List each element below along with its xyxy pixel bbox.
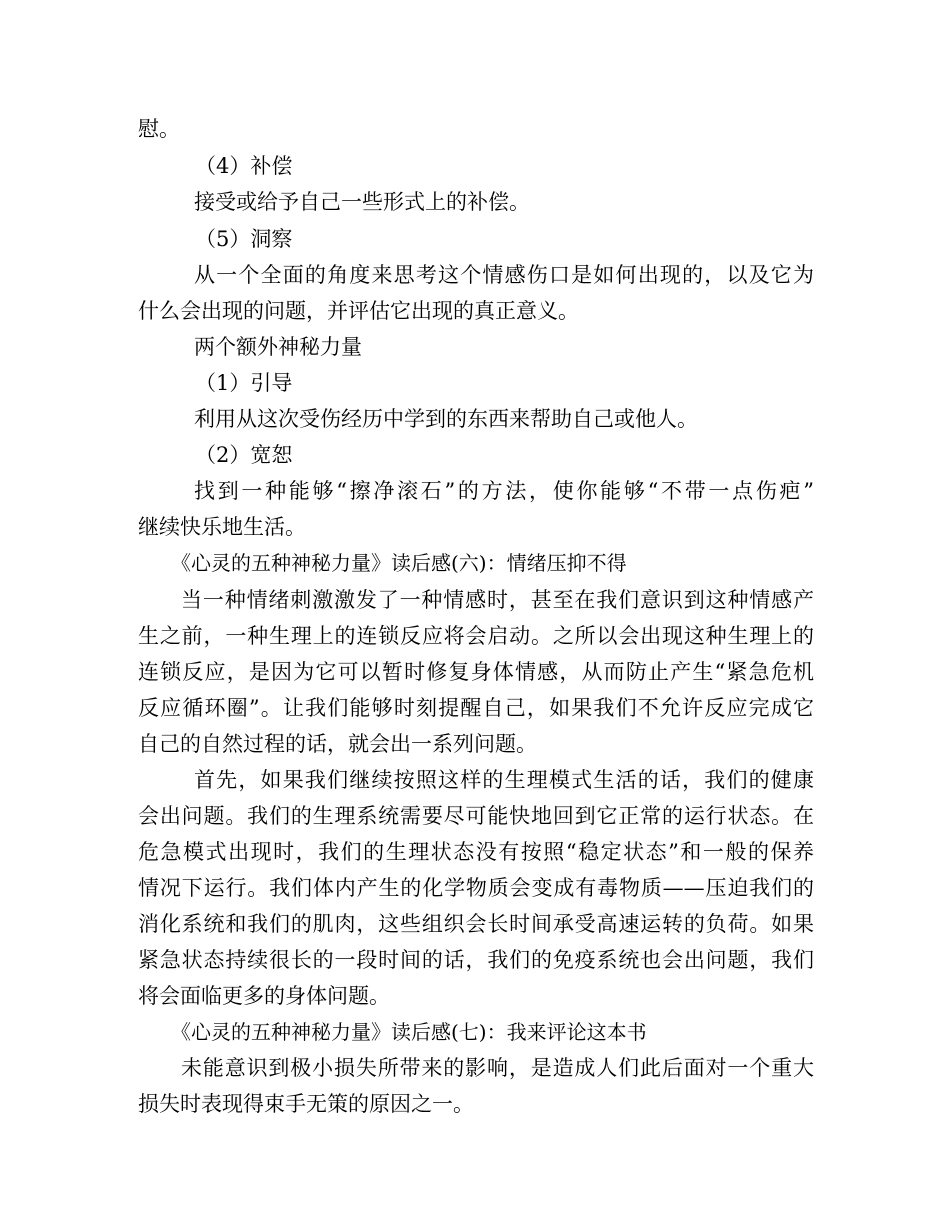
text-line: 从一个全面的角度来思考这个情感伤口是如何出现的，以及它为	[194, 263, 814, 287]
text-line: 利用从这次受伤经历中学到的东西来帮助自己或他人。	[194, 407, 698, 431]
text-line: 紧急状态持续很长的一段时间的话，我们的免疫系统也会出问题，我们	[138, 948, 814, 972]
section-heading-seven: 《心灵的五种神秘力量》读后感(七)：我来评论这本书	[171, 1020, 647, 1044]
text-line: 将会面临更多的身体问题。	[138, 984, 390, 1008]
section-label-forgiveness: （2）宽恕	[195, 443, 293, 467]
text-line: 当一种情绪刺激激发了一种情感时，甚至在我们意识到这种情感产	[181, 588, 814, 612]
text-line: 反应循环圈”。让我们能够时刻提醒自己，如果我们不允许反应完成它	[138, 696, 814, 720]
text-line: 慰。	[138, 117, 180, 141]
text-line: 接受或给予自己一些形式上的补偿。	[194, 190, 530, 214]
text-line: 情况下运行。我们体内产生的化学物质会变成有毒物质——压迫我们的	[138, 876, 814, 900]
text-line: 消化系统和我们的肌肉，这些组织会长时间承受高速运转的负荷。如果	[138, 912, 814, 936]
text-line: 危急模式出现时，我们的生理状态没有按照“稳定状态”和一般的保养	[138, 840, 814, 864]
text-line: 未能意识到极小损失所带来的影响，是造成人们此后面对一个重大	[181, 1056, 814, 1080]
section-label-insight: （5）洞察	[195, 227, 293, 251]
text-line: 损失时表现得束手无策的原因之一。	[138, 1092, 474, 1116]
text-line: 什么会出现的问题，并评估它出现的真正意义。	[138, 299, 579, 323]
section-heading-six: 《心灵的五种神秘力量》读后感(六)：情绪压抑不得	[171, 551, 627, 575]
section-label-guidance: （1）引导	[195, 371, 293, 395]
text-line: 继续快乐地生活。	[138, 515, 306, 539]
text-line: 自己的自然过程的话，就会出一系列问题。	[138, 732, 537, 756]
text-line: 找到一种能够“擦净滚石”的方法，使你能够“不带一点伤疤”	[194, 479, 814, 503]
subheading-extra-powers: 两个额外神秘力量	[194, 335, 362, 359]
text-line: 生之前，一种生理上的连锁反应将会启动。之所以会出现这种生理上的	[138, 624, 814, 648]
section-label-compensation: （4）补偿	[195, 154, 293, 178]
text-line: 会出问题。我们的生理系统需要尽可能快地回到它正常的运行状态。在	[138, 804, 814, 828]
text-line: 首先，如果我们继续按照这样的生理模式生活的话，我们的健康	[194, 768, 814, 792]
text-line: 连锁反应，是因为它可以暂时修复身体情感，从而防止产生“紧急危机	[138, 660, 814, 684]
